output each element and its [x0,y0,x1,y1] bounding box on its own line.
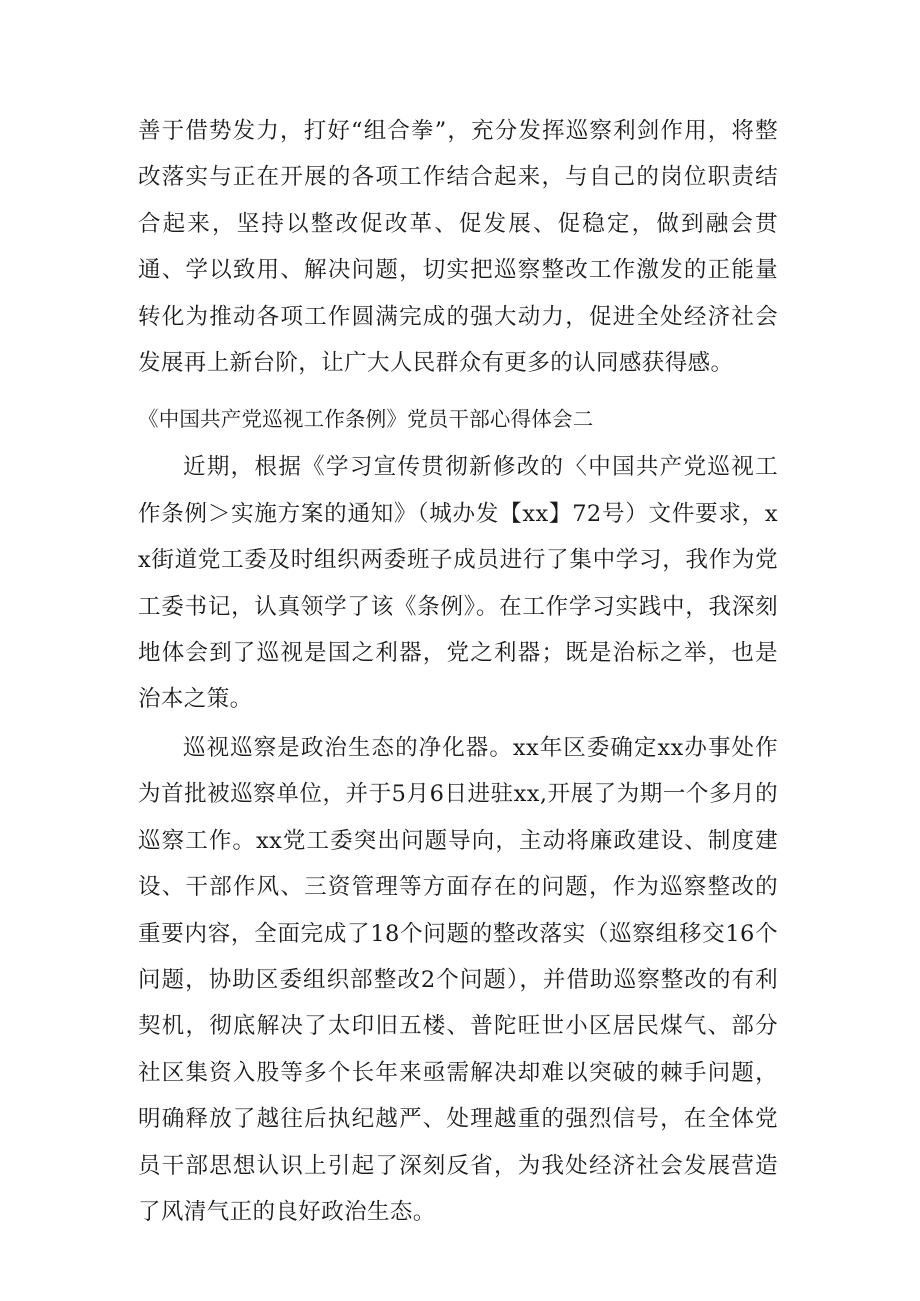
spacer [138,386,778,404]
document-body [138,108,778,1235]
section-heading: 《中国共产党巡视工作条例》党员干部心得体会二 [138,407,594,432]
paragraph-intro: 近期，根据《学习宣传贯彻新修改的〈中国共产党巡视工作条例＞实施方案的通知》（城办发【xx】72号）文件要求，xx街道党工委及时组织两委班子成员进行了集中学习，我作为党工委书记，认真领学了该《条例》。在工作学习实践中，我深刻地体会到了巡视是国之利器，党之利器；既是治标之举，也是治本之策。 [138,454,778,713]
spacer [138,434,778,444]
paragraph-inspection: 巡视巡察是政治生态的净化器。xx年区委确定xx办事处作为首批被巡察单位，并于5月6日进驻xx,开展了为期一个多月的巡察工作。xx党工委突出问题导向，主动将廉政建设、制度建设、干部作风、三资管理等方面存在的问题，作为巡察整改的重要内容，全面完成了18个问题的整改落实（巡察组移交16个问题，协助区委组织部整改2个问题），并借助巡察整改的有利契机，彻底解决了太印旧五楼、普陀旺世小区居民煤气、部分社区集资入股等多个长年来亟需解决却难以突破的棘手问题，明确释放了越往后执纪越严、处理越重的强烈信号，在全体党员干部思想认识上引起了深刻反省，为我处经济社会发展营造了风清气正的良好政治生态。 [138,734,778,1225]
paragraph-continuation: 善于借势发力，打好“组合拳”，充分发挥巡察利剑作用，将整改落实与正在开展的各项工作结合起来，与自己的岗位职责结合起来，坚持以整改促改革、促发展、促稳定，做到融会贯通、学以致用、解决问题，切实把巡察整改工作激发的正能量转化为推动各项工作圆满完成的强大动力，促进全处经济社会发展再上新台阶，让广大人民群众有更多的认同感获得感。 [138,118,778,377]
